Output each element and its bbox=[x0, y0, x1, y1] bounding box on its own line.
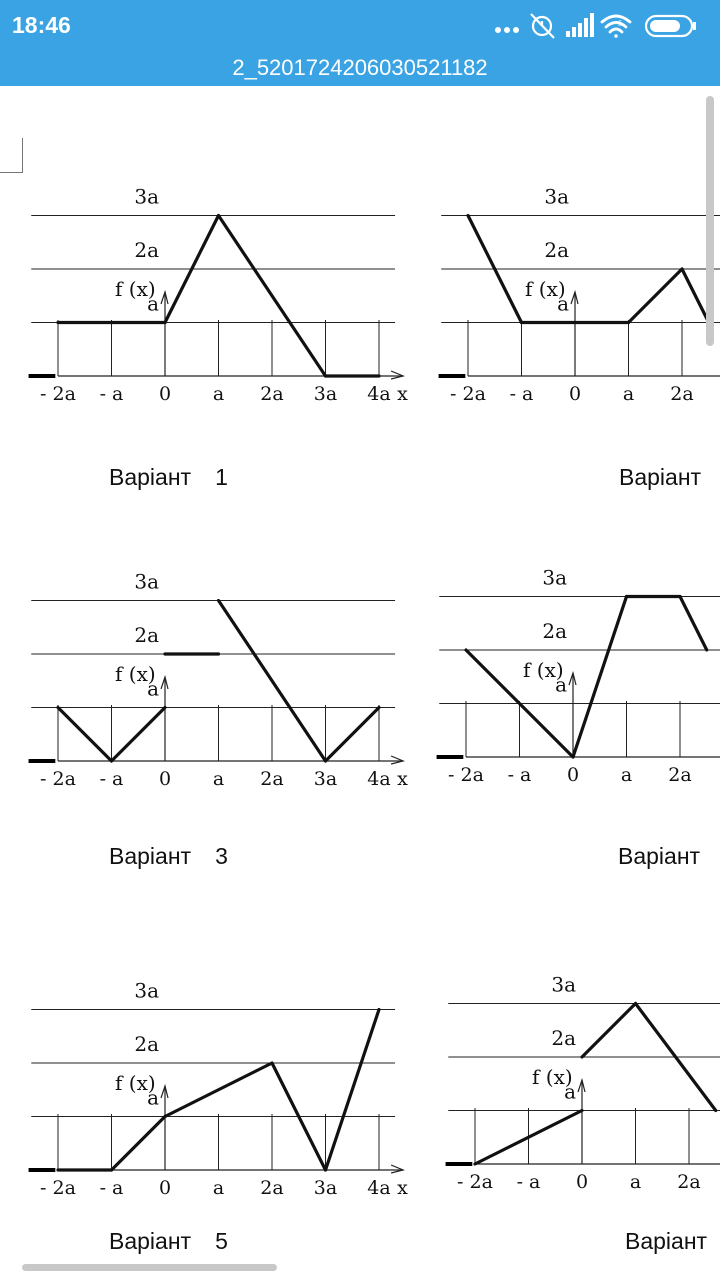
x-tick-1: a bbox=[622, 383, 635, 405]
caption-number: 3 bbox=[215, 843, 228, 869]
caption-word: Варіант bbox=[619, 464, 702, 490]
y-tick-1: a bbox=[555, 672, 567, 697]
segment-4 bbox=[682, 269, 709, 323]
xlabel: x bbox=[397, 768, 408, 790]
x-axis-arrow bbox=[391, 371, 403, 379]
x-tick-zero: 0 bbox=[158, 1177, 172, 1199]
caption-word: Варіант bbox=[109, 1228, 192, 1254]
x-tick-1: a bbox=[629, 1171, 642, 1193]
y-tick-2: 2a bbox=[134, 623, 159, 647]
status-icons bbox=[490, 10, 710, 40]
segment-3 bbox=[629, 269, 683, 323]
segment-3 bbox=[165, 1063, 272, 1117]
y-tick-2: 2a bbox=[134, 238, 159, 262]
chart-body bbox=[29, 979, 409, 1199]
y-tick-2: 2a bbox=[542, 619, 567, 643]
x-tick-3: 3a bbox=[313, 1177, 338, 1199]
y-tick-3: 3a bbox=[134, 570, 159, 594]
graph-variant-3 bbox=[27, 570, 427, 805]
battery-icon bbox=[646, 16, 696, 36]
caption-variant-4 bbox=[618, 843, 700, 870]
x-tick-zero: 0 bbox=[575, 1171, 589, 1193]
caption-variant-5 bbox=[109, 1228, 228, 1255]
x-axis-arrow bbox=[391, 1165, 403, 1173]
ylabel: f (x) bbox=[115, 277, 156, 301]
x-tick-m1: - a bbox=[99, 768, 124, 790]
caption-word: Варіант bbox=[625, 1228, 708, 1254]
y-tick-3: 3a bbox=[544, 185, 569, 209]
graph-variant-1 bbox=[27, 185, 427, 420]
x-tick-2: 2a bbox=[260, 768, 284, 790]
y-tick-2: 2a bbox=[551, 1026, 576, 1050]
y-tick-3: 3a bbox=[551, 973, 576, 997]
title-bar bbox=[0, 0, 720, 86]
x-tick-zero: 0 bbox=[158, 768, 172, 790]
caption-number: 5 bbox=[215, 1228, 228, 1254]
y-tick-3: 3a bbox=[134, 979, 159, 1003]
x-tick-2: 2a bbox=[677, 1171, 701, 1193]
caption-number: 1 bbox=[215, 464, 228, 490]
alarm-off-icon bbox=[531, 14, 554, 38]
x-tick-zero: 0 bbox=[158, 383, 172, 405]
segment-5 bbox=[326, 1010, 380, 1171]
graph-variant-2 bbox=[437, 185, 720, 420]
y-tick-1: a bbox=[557, 291, 569, 316]
signal-icon bbox=[566, 13, 594, 37]
x-tick-m1: - a bbox=[99, 1177, 124, 1199]
x-tick-2: 2a bbox=[668, 764, 692, 786]
x-tick-4: 4a bbox=[367, 768, 391, 790]
x-tick-m1: - a bbox=[516, 1171, 541, 1193]
x-tick-2: 2a bbox=[260, 1177, 284, 1199]
chart-body bbox=[29, 185, 409, 405]
x-tick-3: 3a bbox=[313, 383, 338, 405]
svg-text:5: 5 bbox=[618, 20, 623, 28]
ylabel: f (x) bbox=[115, 662, 156, 686]
x-tick-m2: - 2a bbox=[457, 1171, 493, 1193]
x-tick-m1: - a bbox=[99, 383, 124, 405]
x-tick-m1: - a bbox=[509, 383, 534, 405]
graph-variant-5 bbox=[27, 979, 427, 1214]
page-corner-mark bbox=[0, 138, 23, 173]
ylabel: f (x) bbox=[532, 1065, 573, 1089]
x-tick-m2: - 2a bbox=[40, 1177, 76, 1199]
x-tick-1: a bbox=[212, 1177, 225, 1199]
x-tick-2: 2a bbox=[260, 383, 284, 405]
ylabel: f (x) bbox=[523, 658, 564, 682]
xlabel: x bbox=[397, 383, 408, 405]
x-tick-4: 4a bbox=[367, 1177, 391, 1199]
x-tick-zero: 0 bbox=[568, 383, 582, 405]
document-viewer[interactable] bbox=[0, 86, 720, 1280]
x-tick-4: 4a bbox=[367, 383, 391, 405]
caption-variant-3 bbox=[109, 843, 228, 870]
x-tick-3: 3a bbox=[313, 768, 338, 790]
x-tick-m2: - 2a bbox=[450, 383, 486, 405]
caption-word: Варіант bbox=[109, 843, 192, 869]
segment-2 bbox=[582, 1004, 636, 1058]
segment-1 bbox=[58, 708, 112, 762]
segment-2 bbox=[112, 708, 166, 762]
chart-body bbox=[437, 566, 720, 786]
chart-body bbox=[439, 185, 720, 405]
caption-variant-6 bbox=[625, 1228, 707, 1255]
xlabel: x bbox=[397, 1177, 408, 1199]
status-time: 18:46 bbox=[12, 12, 71, 38]
caption-word: Варіант bbox=[109, 464, 192, 490]
segment-4 bbox=[680, 597, 707, 651]
ylabel: f (x) bbox=[115, 1071, 156, 1095]
graph-variant-6 bbox=[444, 973, 720, 1208]
y-tick-2: 2a bbox=[544, 238, 569, 262]
x-tick-m2: - 2a bbox=[40, 768, 76, 790]
y-tick-1: a bbox=[147, 1085, 159, 1110]
more-dots-icon bbox=[495, 27, 519, 33]
y-tick-1: a bbox=[564, 1079, 576, 1104]
y-tick-1: a bbox=[147, 676, 159, 701]
x-tick-1: a bbox=[212, 383, 225, 405]
chart-body bbox=[446, 973, 720, 1193]
wifi-icon bbox=[602, 16, 630, 38]
x-tick-zero: 0 bbox=[566, 764, 580, 786]
segment-5 bbox=[326, 708, 380, 762]
chart-body bbox=[29, 570, 409, 790]
graph-variant-4 bbox=[435, 566, 720, 801]
x-tick-m2: - 2a bbox=[40, 383, 76, 405]
caption-variant-1 bbox=[109, 464, 228, 491]
x-tick-m2: - 2a bbox=[448, 764, 484, 786]
segment-2 bbox=[573, 597, 627, 758]
segment-2 bbox=[112, 1117, 166, 1171]
ylabel: f (x) bbox=[525, 277, 566, 301]
y-tick-1: a bbox=[147, 291, 159, 316]
x-tick-1: a bbox=[620, 764, 633, 786]
document-title: 2_5201724206030521182 bbox=[232, 55, 488, 80]
y-tick-3: 3a bbox=[134, 185, 159, 209]
x-tick-m1: - a bbox=[507, 764, 532, 786]
y-tick-2: 2a bbox=[134, 1032, 159, 1056]
caption-word: Варіант bbox=[618, 843, 701, 869]
horizontal-scrollbar[interactable] bbox=[22, 1264, 277, 1271]
x-tick-1: a bbox=[212, 768, 225, 790]
x-tick-2: 2a bbox=[670, 383, 694, 405]
y-tick-3: 3a bbox=[542, 566, 567, 590]
x-axis-arrow bbox=[391, 756, 403, 764]
vertical-scrollbar[interactable] bbox=[706, 96, 714, 346]
caption-variant-2 bbox=[619, 464, 701, 491]
